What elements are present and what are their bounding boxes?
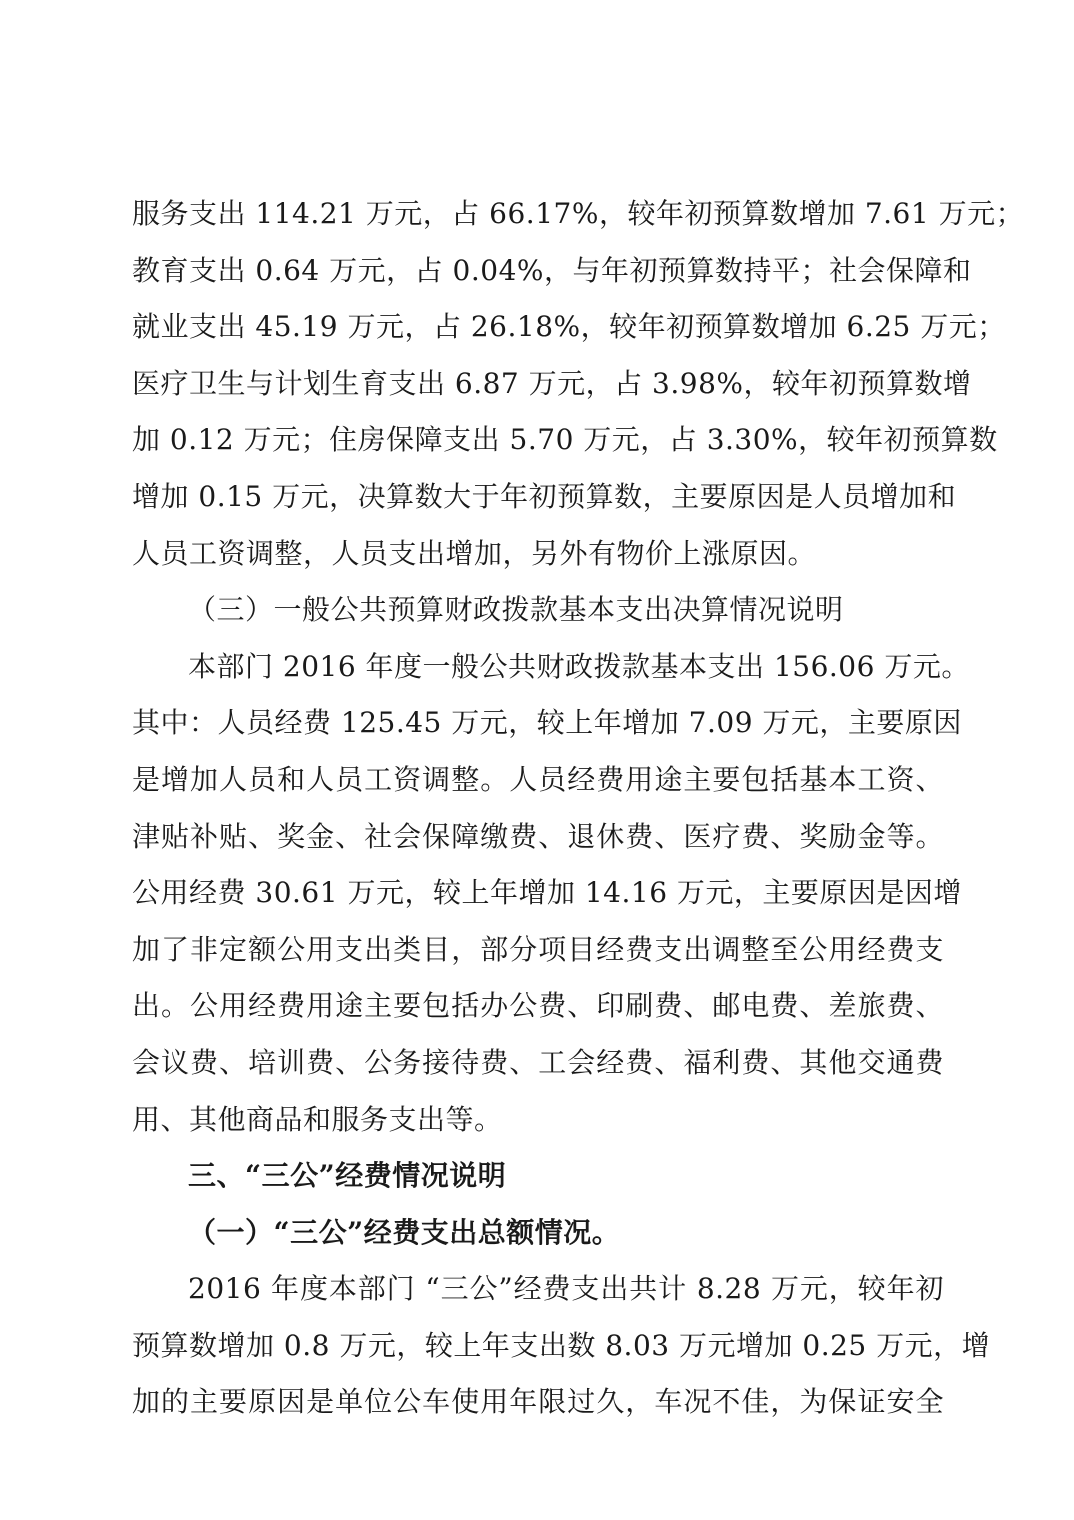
document-body (132, 186, 1025, 1431)
section-heading: 三、“三公”经费情况说明 (188, 1159, 507, 1193)
text-line: 加 0.12 万元；住房保障支出 5.70 万元，占 3.30%，较年初预算数 (132, 423, 998, 457)
text-line: 就业支出 45.19 万元，占 26.18%，较年初预算数增加 6.25 万元； (132, 310, 1006, 344)
text-line: 会议费、培训费、公务接待费、工会经费、福利费、其他交通费 (132, 1045, 944, 1079)
text-line: 医疗卫生与计划生育支出 6.87 万元，占 3.98%，较年初预算数增 (132, 366, 972, 400)
section-heading: （三）一般公共预算财政拨款基本支出决算情况说明 (188, 593, 844, 627)
text-line: 2016 年度本部门 “三公”经费支出共计 8.28 万元，较年初 (188, 1272, 944, 1306)
text-line: 增加 0.15 万元，决算数大于年初预算数，主要原因是人员增加和 (132, 479, 957, 513)
text-line: 公用经费 30.61 万元，较上年增加 14.16 万元，主要原因是因增 (132, 876, 962, 910)
text-line: 服务支出 114.21 万元，占 66.17%，较年初预算数增加 7.61 万元； (132, 197, 1025, 230)
subsection-heading: （一）“三公”经费支出总额情况。 (188, 1215, 621, 1249)
text-line: 预算数增加 0.8 万元，较上年支出数 8.03 万元增加 0.25 万元，增 (132, 1328, 991, 1362)
text-line: 是增加人员和人员工资调整。人员经费用途主要包括基本工资、 (132, 762, 944, 796)
text-line: 本部门 2016 年度一般公共财政拨款基本支出 156.06 万元。 (188, 649, 970, 683)
text-line: 教育支出 0.64 万元，占 0.04%，与年初预算数持平；社会保障和 (132, 253, 972, 287)
text-line: 人员工资调整，人员支出增加，另外有物价上涨原因。 (132, 536, 817, 570)
text-line: 出。公用经费用途主要包括办公费、印刷费、邮电费、差旅费、 (132, 989, 944, 1023)
text-line: 津贴补贴、奖金、社会保障缴费、退休费、医疗费、奖励金等。 (132, 819, 944, 853)
text-line: 加的主要原因是单位公车使用年限过久，车况不佳，为保证安全 (132, 1385, 944, 1419)
text-line: 其中：人员经费 125.45 万元，较上年增加 7.09 万元，主要原因 (132, 706, 962, 740)
text-line: 加了非定额公用支出类目，部分项目经费支出调整至公用经费支 (132, 932, 944, 966)
text-line: 用、其他商品和服务支出等。 (132, 1102, 503, 1136)
